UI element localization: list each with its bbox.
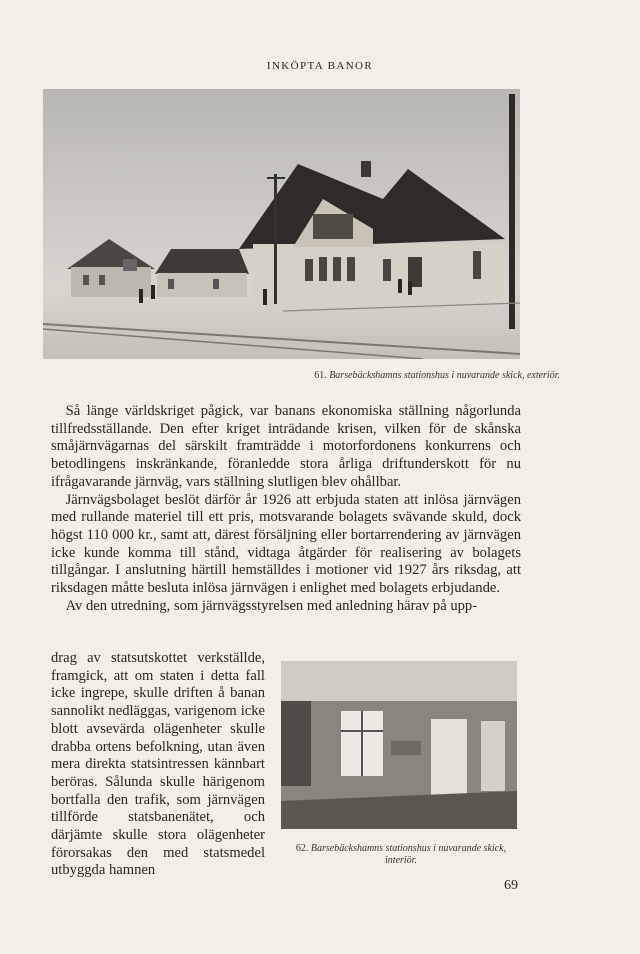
figure-interior-caption: [279, 843, 523, 867]
figure-exterior-photo: [43, 89, 520, 359]
body-text-left-column: [51, 650, 265, 880]
figure-exterior-number: 61.: [314, 370, 327, 381]
page-number: 69: [504, 878, 518, 893]
running-head: INKÖPTA BANOR: [266, 60, 374, 72]
figure-interior-number: 62.: [295, 843, 309, 854]
figure-interior-photo: [281, 661, 517, 829]
paragraph-2: Järnvägsbolaget beslöt därför år 1926 att erbjuda staten att inlösa järnvägen med rullande materiel till ett pris, motsvarande bolagets svävande skuld, dock högst 110 000 kr., samt att, därest försäljning eller bortarrendering av järnvägen icke kunde komma till stånd, vidtaga åtgärder för realisering av bolagets tillgångar. I anslutning härtill hemställdes i motioner vid 1927 års riksdag, att riksdagen måtte besluta inlösa järnvägen i enlighet med bolagets erbjudande.: [51, 491, 521, 597]
paragraph-3-first-line: Av den utredning, som järnvägsstyrelsen med anledning härav på upp-: [65, 597, 478, 614]
body-text-top: [51, 403, 521, 615]
paragraph-3-continuation: drag av statsutskottet verkställde, framgick, att om staten i detta fall icke ingrepe, skulle driften å banan sannolikt nedläggas, varigenom icke blott avsevärda olägenheter skulle drabba ortens befolkning, utan även mera direkta statsintressen kännbart beröras. Sålunda skulle härigenom bortfalla den trafik, som järnvägen tillförde statsbanenätet, och därjämte skulle stora olägenheter förorsakas den med statsmedel utbyggda hamnen: [51, 650, 265, 879]
paragraph-1: Så länge världskriget pågick, var banans ekonomiska ställning någorlunda tillfredsställande. Den efter kriget inträdande krisen, vilken för de skånska småjärnvägarnas del särskilt framträdde i motorfordonens konkurrens och betodlingens inskränkande, föranledde stora årliga driftunderskott för nu ifrågavarande järnväg, vars ställning slutligen blev ohållbar.: [51, 403, 521, 490]
figure-exterior-caption-text: Barsebäckshamns stationshus i nuvarande skick, exteriör.: [329, 370, 560, 381]
figure-exterior-caption: [0, 370, 560, 381]
figure-interior-caption-text: Barsebäckshamns stationshus i nuvarande skick, interiör.: [310, 843, 507, 866]
